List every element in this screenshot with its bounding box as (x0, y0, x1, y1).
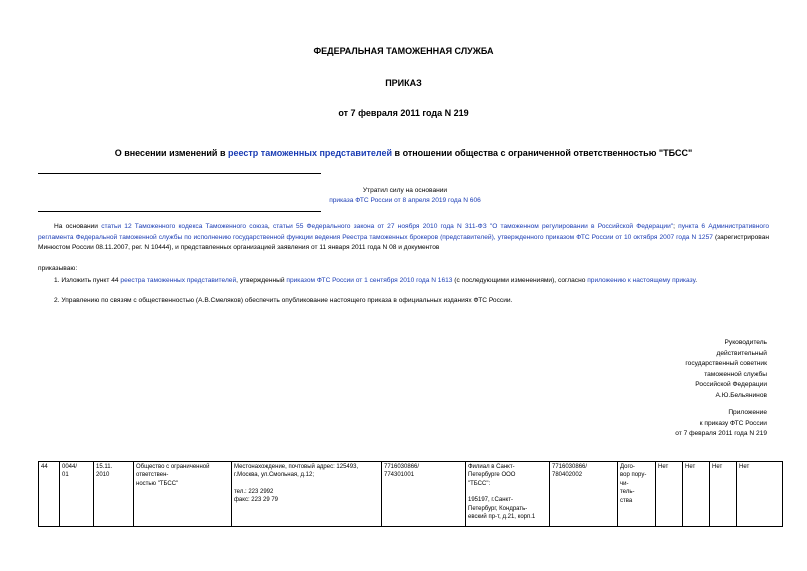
preamble-link-federal-law[interactable]: статьи 55 Федерального закона от 27 ноября 2010 года N 311-ФЗ "О таможенном регулировании в Российской Федерации" (272, 223, 674, 230)
cell-address: Местонахождение, почтовый адрес: 125493, г.Москва, ул.Смольная, д.12; тел.: 223 2992 факс: 223 29 79 (232, 462, 382, 527)
document-title (0, 148, 807, 158)
order-item-2: 2. Управлению по связям с общественностью (А.В.Смеляков) обеспечить опубликование настоящего приказа в официальных изданиях ФТС России. (54, 297, 513, 304)
appendix-line: к приказу ФТС России (699, 419, 767, 427)
item1-text-3: (с последующими изменениями), согласно (452, 277, 588, 284)
item1-text-4: . (695, 277, 698, 284)
signature-line: действительный (716, 349, 767, 357)
cell-organization: Общество с ограниченной ответствен- ностью "ТБСС" (134, 462, 232, 527)
cell-branch: Филиал в Санкт- Петербурге ООО "ТБСС": 195197, г.Санкт- Петербург, Кондрать- евский пр-т, д.21, корп.1 (466, 462, 550, 527)
table-row (39, 462, 783, 527)
cell-date: 15.11. 2010 (94, 462, 134, 527)
cell-reg-number: 0044/ 01 (60, 462, 94, 527)
agency-name: ФЕДЕРАЛЬНАЯ ТАМОЖЕННАЯ СЛУЖБА (313, 46, 494, 56)
preamble-text-2: , (267, 223, 273, 230)
status-line: Утратил силу на основании (362, 187, 448, 194)
preamble-paragraph (38, 222, 769, 254)
item1-link-appendix[interactable]: приложению к настоящему приказу (587, 277, 696, 284)
cell-flag-2: Нет (683, 462, 710, 527)
preamble-text-3: ; (673, 223, 679, 230)
divider-top (38, 173, 321, 174)
cell-flag-4: Нет (737, 462, 783, 527)
item1-text-2: , утвержденный (236, 277, 287, 284)
signature-block (685, 338, 767, 402)
signature-line: Руководитель (724, 339, 767, 346)
signature-line: государственный советник (685, 360, 767, 368)
preamble-link-regulation[interactable]: пункта 6 Административного регламента Федеральной таможенной службы по исполнению государственной функции ведения Реестра таможенных брокеров (представителей), утвержденного приказом ФТС России от 10 октября 2007 года N 1257 (38, 223, 770, 241)
cell-inn-kpp: 7716030866/ 774301001 (382, 462, 466, 527)
document-type: ПРИКАЗ (385, 78, 422, 88)
item1-link-order-1613[interactable]: приказом ФТС России от 1 сентября 2010 года N 1613 (286, 277, 453, 284)
cell-branch-inn-kpp: 7716030866/ 780402002 (550, 462, 618, 527)
cell-flag-1: Нет (656, 462, 683, 527)
appendix-heading (675, 408, 767, 440)
signature-line: Российской Федерации (695, 381, 767, 389)
document-date-number: от 7 февраля 2011 года N 219 (338, 108, 469, 118)
title-text-post: в отношении общества с ограниченной ответственностью "ТБСС" (392, 148, 693, 158)
cell-guarantee: Дого- вор пору- чи- тель- ства (618, 462, 656, 527)
item1-text-1: 1. Изложить пункт 44 (54, 277, 121, 284)
preamble-text-1: На основании (54, 223, 102, 230)
cell-number: 44 (39, 462, 60, 527)
cell-flag-3: Нет (710, 462, 737, 527)
appendix-line: от 7 февраля 2011 года N 219 (675, 430, 767, 438)
order-item-1 (54, 276, 769, 287)
signature-line: таможенной службы (704, 370, 767, 378)
signatory-name: А.Ю.Бельянинов (715, 391, 767, 399)
title-text-pre: О внесении изменений в (114, 148, 228, 158)
item1-link-registry[interactable]: реестра таможенных представителей (120, 277, 237, 284)
status-note (300, 186, 510, 205)
order-word: приказываю: (38, 265, 78, 272)
appendix-line: Приложение (728, 409, 767, 416)
registry-table (38, 461, 783, 527)
repeal-order-link[interactable]: приказа ФТС России от 8 апреля 2019 года N 606 (329, 196, 481, 204)
divider-bottom (38, 211, 321, 212)
preamble-link-customs-code[interactable]: статьи 12 Таможенного кодекса Таможенного союза (101, 223, 268, 230)
preamble-text-4: (зарегистрирован Минюстом России 08.11.2007, рег. N 10444), и представленных организацией заявления от 11 января 2011 года N 08 и документов (38, 233, 769, 252)
title-registry-link[interactable]: реестр таможенных представителей (228, 148, 393, 158)
